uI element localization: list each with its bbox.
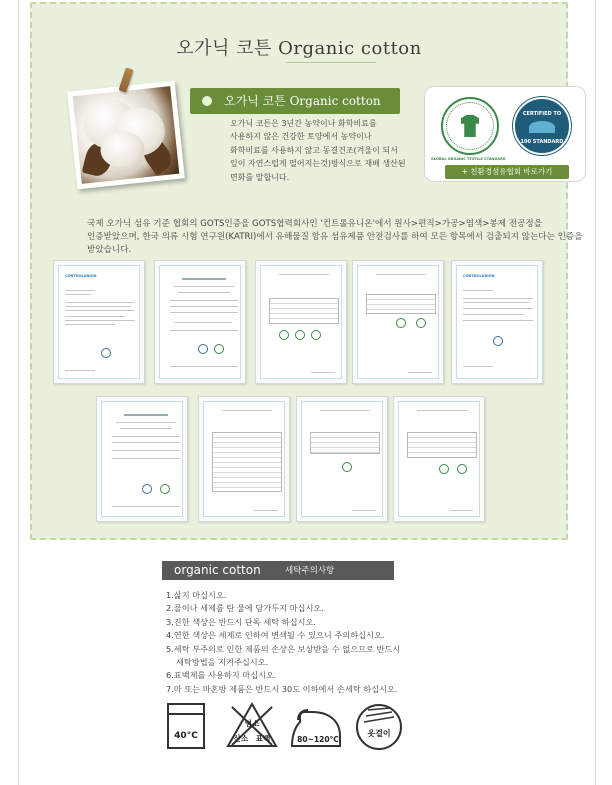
page-title: 오가닉 코튼 Organic cotton — [176, 38, 422, 59]
certificate-document[interactable] — [154, 260, 246, 384]
certification-description: 국제 오가닉 섬유 기준 협회의 GOTS인증을 GOTS협력회사인 '컨트롤유니온'에서 원사>편직>가공>염색>봉제 전공정을 인증받았으며, 한국 의류 시험 연구원(KATRI)에서 유해물질 함유 섬유제품 안전검사를 하여 모든 항목에서 검출되지 않는다는 인증을 받았습니다. — [87, 219, 583, 255]
title-divider — [286, 62, 376, 63]
no-bleach-icon — [226, 701, 278, 749]
care-instructions-list — [166, 589, 466, 696]
gots-label: GLOBAL ORGANIC TEXTILE STANDARD — [431, 157, 506, 161]
ribbon-dot-icon — [202, 96, 212, 106]
list-item: 세탁방법을 지켜주십시오. — [176, 657, 269, 668]
test-report-document[interactable] — [352, 260, 444, 384]
certificate-document[interactable]: CONTROLUNION — [53, 260, 145, 384]
care-header-korean: 세탁주의사항 — [285, 566, 335, 576]
standard-100-top: CERTIFIED TO — [522, 111, 562, 117]
test-report-document[interactable] — [393, 396, 485, 522]
certification-badges — [424, 86, 586, 182]
test-report-document[interactable] — [296, 396, 388, 522]
dry-label: 옷걸이 — [367, 729, 391, 738]
ribbon-label: 오가닉 코튼 Organic cotton — [224, 94, 381, 108]
cotton-boll-photo — [67, 81, 185, 190]
bleach-top-label: 염소 — [244, 719, 260, 728]
list-item: 3.진한 색상은 반드시 단독 세탁 하십시오. — [166, 616, 316, 627]
cotton-image — [73, 86, 180, 184]
organic-cotton-ribbon — [190, 88, 400, 114]
bleach-right-label: 표백 — [255, 734, 271, 743]
wash-40c-icon — [166, 702, 206, 750]
bleach-left-label: 산소 — [233, 734, 249, 743]
eco-textile-association-link[interactable]: + 친환경섬유협회 바로가기 — [445, 165, 569, 179]
list-item: 4.연한 색상은 세제로 인하여 변색될 수 있으니 주의하십시오. — [166, 630, 385, 641]
test-report-document[interactable] — [198, 396, 290, 522]
iron-icon — [288, 706, 344, 750]
certificate-document[interactable]: CONTROLUNION — [451, 260, 543, 384]
list-item: 2.물이나 세제를 탄 물에 담가두지 마십시오. — [166, 603, 324, 614]
wash-temperature: 40°C — [174, 731, 198, 741]
gots-seal-icon — [441, 97, 499, 155]
list-item: 1.삶지 마십시오. — [166, 590, 227, 600]
hang-dry-icon — [354, 702, 404, 752]
list-item: 5.세탁 부주의로 인한 제품의 손상은 보상받을 수 없으므로 반드시 — [166, 643, 401, 654]
care-instructions-header — [162, 561, 394, 580]
iron-temperature: 80~120°C — [297, 735, 339, 744]
list-item: 7.마 또는 마혼방 제품은 반드시 30도 이하에서 손세탁 하십시오. — [166, 683, 398, 694]
test-report-document[interactable] — [255, 260, 347, 384]
standard-100-bottom: 100 STANDARD — [520, 139, 564, 145]
standard-100-seal-icon — [513, 97, 571, 155]
intro-paragraph: 오가닉 코튼은 3년간 농약이나 화학비료를 사용하지 않은 건강한 토양에서 농약이나 화학비료를 사용하지 않고 동결건조(겨울이 되서 잎이 자연스럽게 떨어지는것)방식으로 재배 생산된 면화를 말합니다. — [230, 119, 406, 182]
care-header-english: organic cotton — [174, 563, 261, 577]
list-item: 6.표백제를 사용하지 마십시오. — [166, 670, 277, 681]
certificate-document[interactable] — [96, 396, 188, 522]
